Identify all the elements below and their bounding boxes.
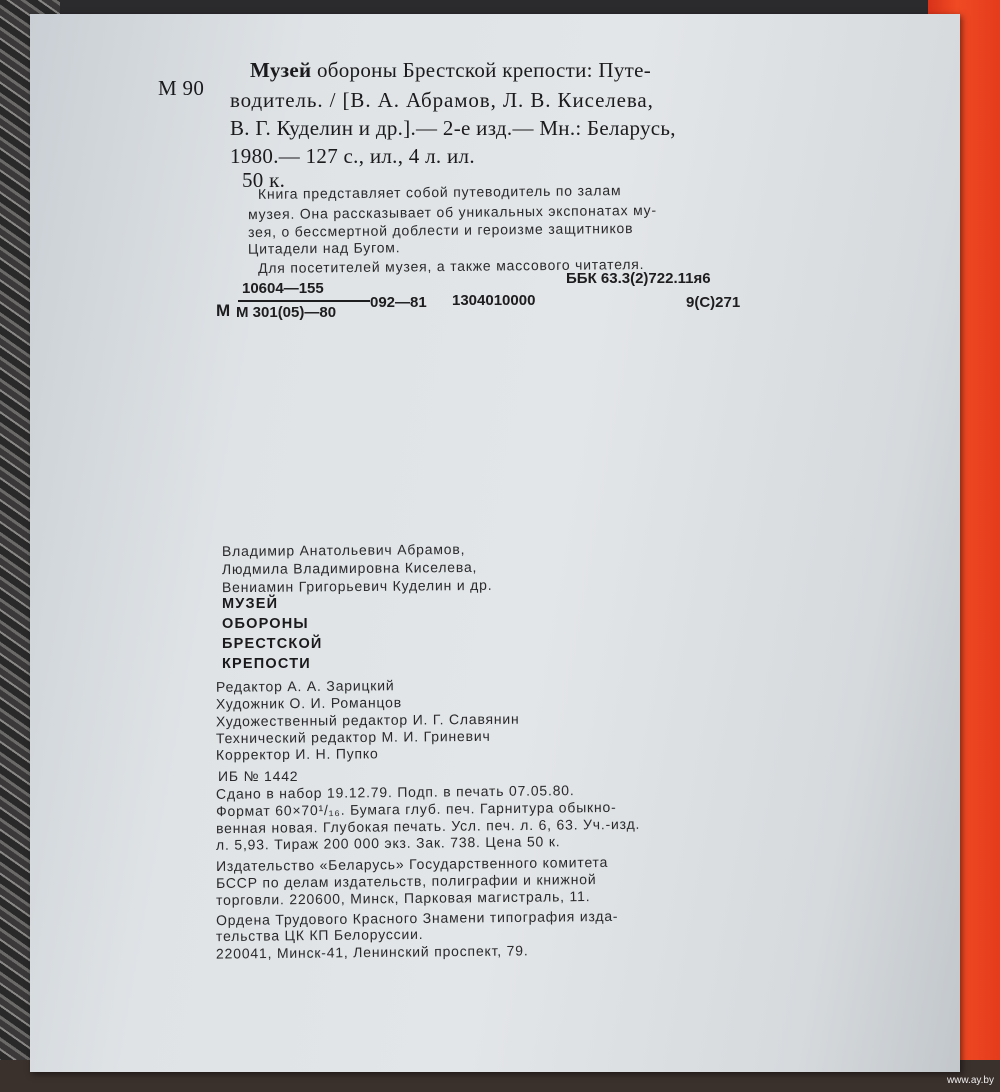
classification-code-2: 1304010000	[452, 292, 536, 309]
annotation-line-5: Для посетителей музея, а также массового читателя.	[257, 255, 645, 277]
catalog-code: М 90	[158, 76, 205, 100]
title-line-4: КРЕПОСТИ	[222, 656, 311, 672]
fraction-line	[238, 300, 370, 302]
bib-price: 50 к.	[242, 168, 286, 192]
publisher-line-2: БССР по делам издательств, полиграфии и книжной	[215, 871, 597, 891]
bib-line-3: В. Г. Куделин и др.].— 2-е изд.— Мн.: Беларусь,	[230, 116, 676, 140]
imprint-line-1: Сдано в набор 19.12.79. Подп. в печать 07.05.80.	[215, 782, 575, 802]
bib-title-bold: Музей	[250, 58, 312, 82]
credit-art-editor: Художественный редактор И. Г. Славянин	[215, 710, 520, 730]
publisher-line-1: Издательство «Беларусь» Государственного комитета	[215, 853, 609, 875]
printer-line-2: тельства ЦК КП Белоруссии.	[215, 925, 424, 945]
classification-denominator: М 301(05)—80	[236, 304, 337, 321]
bib-line-1	[250, 58, 651, 83]
bbk-code: ББК 63.3(2)722.11я6	[566, 270, 711, 287]
book-page	[30, 14, 960, 1072]
title-line-1: МУЗЕЙ	[222, 596, 279, 612]
bib-line-2: водитель. / [В. А. Абрамов, Л. В. Киселева,	[230, 88, 654, 112]
imprint-line-4: л. 5,93. Тираж 200 000 экз. Зак. 738. Цена 50 к.	[215, 833, 561, 853]
classification-numerator: 10604—155	[242, 280, 324, 297]
author-1: Владимир Анатольевич Абрамов,	[221, 540, 466, 560]
publisher-line-3: торговли. 220600, Минск, Парковая магистраль, 11.	[215, 888, 591, 908]
printer-line-1: Ордена Трудового Красного Знамени типография изда-	[215, 907, 619, 929]
annotation-line-1: Книга представляет собой путеводитель по залам	[257, 182, 622, 202]
udk-code: 9(С)271	[686, 294, 741, 311]
classification-code-1: 092—81	[370, 294, 427, 311]
watermark: www.ay.by	[946, 1075, 994, 1086]
title-line-2: ОБОРОНЫ	[222, 616, 309, 632]
bib-title-rest: обороны Брестской крепости: Путе-	[316, 58, 652, 82]
credit-tech-editor: Технический редактор М. И. Гриневич	[215, 727, 491, 747]
imprint-line-2: Формат 60×70¹/₁₆. Бумага глуб. печ. Гарнитура обыкно-	[215, 798, 617, 820]
imprint-ib: ИБ № 1442	[218, 768, 299, 784]
credit-editor: Редактор А. А. Зарицкий	[215, 677, 395, 695]
title-line-3: БРЕСТСКОЙ	[222, 636, 323, 652]
credit-artist: Художник О. И. Романцов	[215, 694, 403, 712]
author-3: Вениамин Григорьевич Куделин и др.	[221, 576, 493, 596]
annotation-line-4: Цитадели над Бугом.	[247, 239, 401, 257]
annotation-line-3: зея, о бессмертной доблести и героизме защитников	[247, 219, 634, 241]
classification-m: М	[216, 301, 231, 320]
credit-corrector: Корректор И. Н. Пупко	[215, 745, 379, 763]
printer-line-3: 220041, Минск-41, Ленинский проспект, 79.	[215, 942, 529, 962]
author-2: Людмила Владимировна Киселева,	[221, 558, 478, 578]
imprint-line-3: венная новая. Глубокая печать. Усл. печ. л. 6, 63. Уч.-изд.	[215, 815, 641, 837]
bib-line-4: 1980.— 127 с., ил., 4 л. ил.	[230, 144, 475, 168]
annotation-line-2: музея. Она рассказывает об уникальных экспонатах му-	[247, 201, 657, 223]
